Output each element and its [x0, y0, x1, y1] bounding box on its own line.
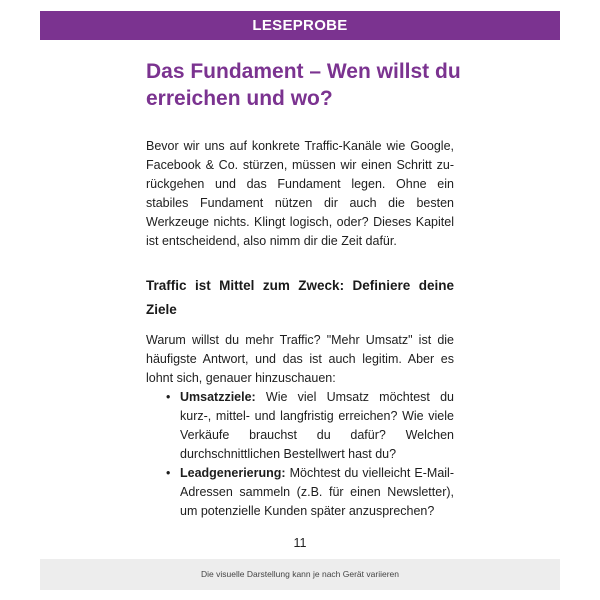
section-intro-paragraph: Warum willst du mehr Traffic? "Mehr Umsatz" ist die häufigste Antwort, und das ist auch legitim. Aber es lohnt sich, genauer hinzuschauen:: [146, 333, 454, 385]
list-item-term: Leadgenerierung:: [180, 466, 286, 480]
bullet-icon: •: [166, 466, 171, 480]
banner-label: LESEPROBE: [252, 17, 348, 34]
list-item-text: Wie viel Umsatz möchtest du kurz-, mittel- und langfristig erreichen? Wie viele Verkäufe brauchst du dafür? Welchen durchschnittlichen Bestellwert hast du?: [180, 390, 454, 461]
preview-banner: [40, 11, 560, 40]
bullet-icon: •: [166, 390, 171, 404]
list-item-term: Umsatzziele:: [180, 390, 256, 404]
footer-note: Die visuelle Darstellung kann je nach Gerät variieren: [201, 569, 399, 579]
section-heading: Traffic ist Mittel zum Zweck: Definiere deine Ziele: [146, 278, 454, 317]
goal-list: [146, 388, 454, 521]
page-number: 11: [293, 536, 307, 550]
list-item: [146, 464, 454, 521]
intro-paragraph: Bevor wir uns auf konkrete Traffic-Kanäle wie Google, Facebook & Co. stürzen, müssen wir einen Schritt zurückgehen und das Fundament legen. Ohne ein stabiles Fundament nützen dir auch die besten Werkzeuge nichts. Klingt logisch, oder? Dieses Kapitel ist entscheidend, also nimm dir die Zeit dafür.: [146, 139, 454, 248]
list-item: [146, 388, 454, 464]
chapter-title: Das Fundament – Wen willst du erreichen und wo?: [146, 60, 461, 110]
device-disclaimer: [40, 559, 560, 590]
list-item-text: Möchtest du vielleicht E-Mail-Adressen sammeln (z.B. für einen Newsletter), um potenzielle Kunden später anzusprechen?: [180, 466, 454, 518]
